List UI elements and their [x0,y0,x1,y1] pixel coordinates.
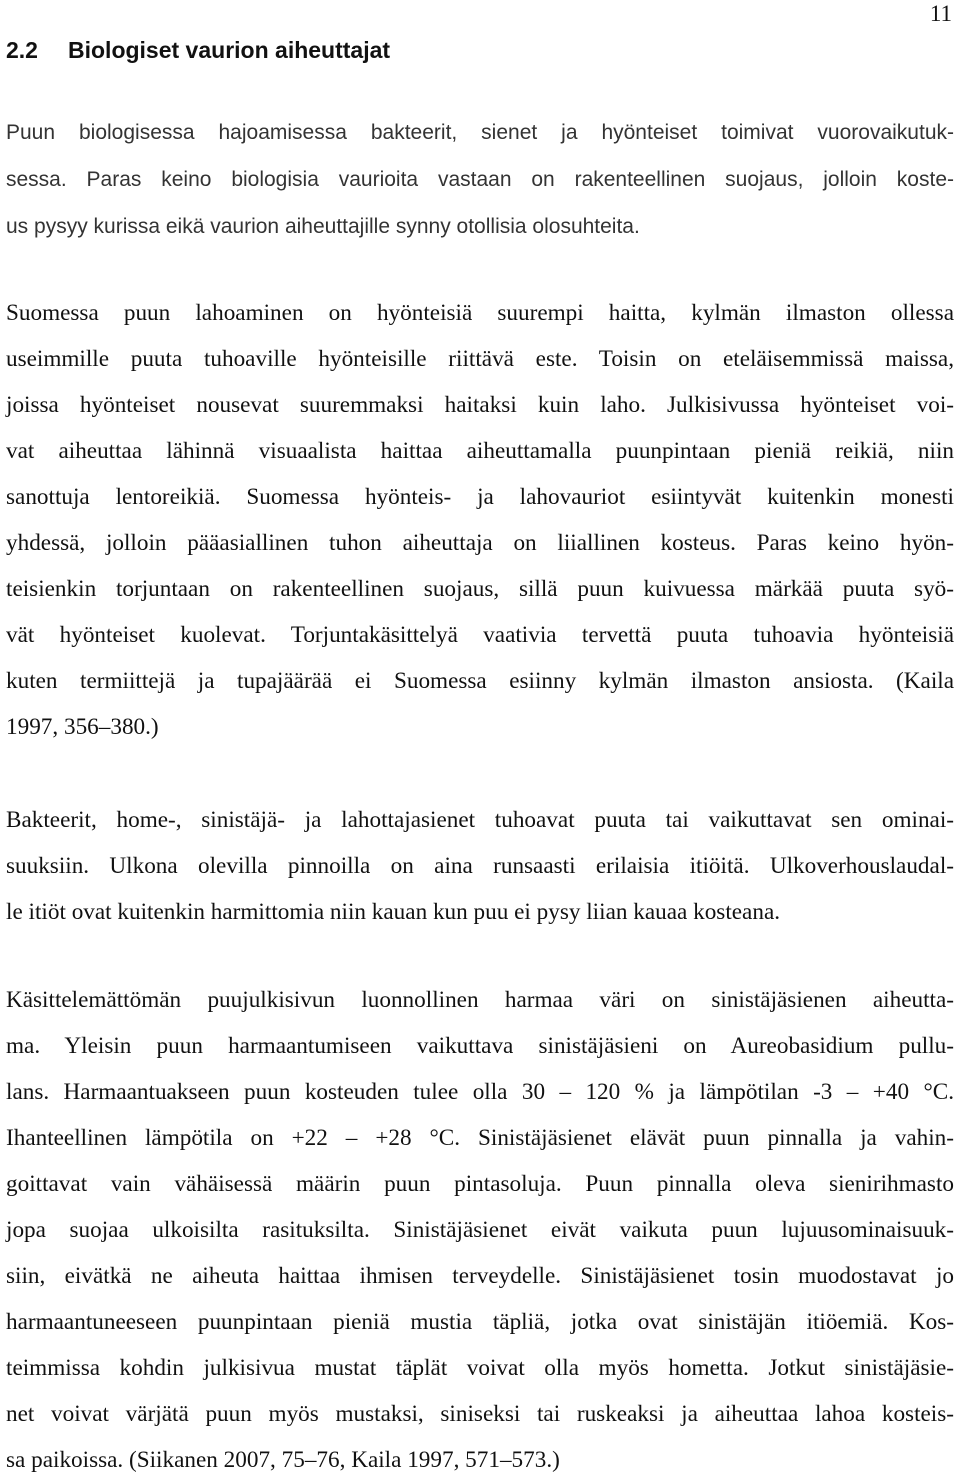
paragraph-line: siin, eivätkä ne aiheuta haittaa ihmisen terveydelle. Sinistäjäsienet tosin muodostavat jo [6,1263,954,1289]
section-number: 2.2 [6,37,38,63]
paragraph-line: le itiöt ovat kuitenkin harmittomia niin kauan kun puu ei pysy liian kauaa kosteana. [6,899,781,925]
paragraph-insects [6,290,954,750]
section-title: Biologiset vaurion aiheuttajat [68,37,391,63]
paragraph-line: teimmissa kohdin julkisivua mustat täplät voivat olla myös hometta. Jotkut sinistäjäsie- [6,1355,954,1381]
paragraph-line: Ihanteellinen lämpötila on +22 – +28 °C. Sinistäjäsienet elävät puun pinnalla ja vahin- [6,1125,954,1151]
paragraph-blue-stain [6,977,954,1483]
paragraph-line: Puun biologisessa hajoamisessa bakteerit, sienet ja hyönteiset toimivat vuorovaikutuk- [6,121,954,144]
paragraph-line: suuksiin. Ulkona olevilla pinnoilla on aina runsaasti erilaisia itiöitä. Ulkoverhouslaudal- [6,853,954,879]
paragraph-line: 1997, 356–380.) [6,714,159,740]
paragraph-line: goittavat vain vähäisessä määrin puun pintasoluja. Puun pinnalla oleva sienirihmasto [6,1171,954,1197]
paragraph-fungi [6,797,954,935]
paragraph-line: joissa hyönteiset nousevat suuremmaksi haitaksi kuin laho. Julkisivussa hyönteiset voi- [6,392,954,418]
paragraph-line: vat aiheuttaa lähinnä visuaalista haittaa aiheuttamalla puunpintaan pieniä reikiä, niin [6,438,954,464]
page-number: 11 [929,1,952,26]
paragraph-line: Suomessa puun lahoaminen on hyönteisiä suurempi haitta, kylmän ilmaston ollessa [6,300,954,326]
paragraph-line: yhdessä, jolloin pääasiallinen tuhon aiheuttaja on liiallinen kosteus. Paras keino hyön- [6,530,954,556]
paragraph-line: useimmille puuta tuhoaville hyönteisille riittävä este. Toisin on eteläisemmissä maissa, [6,346,954,372]
paragraph-line: sanottuja lentoreikiä. Suomessa hyönteis- ja lahovauriot esiintyvät kuitenkin monesti [6,484,954,510]
section-heading [6,36,390,64]
paragraph-line: net voivat värjätä puun myös mustaksi, siniseksi tai ruskeaksi ja aiheuttaa lahoa kosteis- [6,1401,954,1427]
paragraph-intro [6,109,954,250]
paragraph-line: vät hyönteiset kuolevat. Torjuntakäsittelyä vaativia tervettä puuta tuhoavia hyönteisiä [6,622,954,648]
paragraph-line: sa paikoissa. (Siikanen 2007, 75–76, Kaila 1997, 571–573.) [6,1447,560,1473]
paragraph-line: kuten termiittejä ja tupajäärää ei Suomessa esiinny kylmän ilmaston ansiosta. (Kaila [6,668,954,694]
paragraph-line: harmaantuneeseen puunpintaan pieniä mustia täpliä, jotka ovat sinistäjän itiöemiä. Kos- [6,1309,954,1335]
paragraph-line: lans. Harmaantuakseen puun kosteuden tulee olla 30 – 120 % ja lämpötilan -3 – +40 °C. [6,1079,954,1105]
paragraph-line: ma. Yleisin puun harmaantumiseen vaikuttava sinistäjäsieni on Aureobasidium pullu- [6,1033,954,1059]
paragraph-line: teisienkin torjuntaan on rakenteellinen suojaus, sillä puun kuivuessa märkää puuta syö- [6,576,954,602]
paragraph-line: jopa suojaa ulkoisilta rasituksilta. Sinistäjäsienet eivät vaikuta puun lujuusominaisuuk- [6,1217,954,1243]
paragraph-line: Bakteerit, home-, sinistäjä- ja lahottajasienet tuhoavat puuta tai vaikuttavat sen ominai- [6,807,954,833]
paragraph-line: sessa. Paras keino biologisia vaurioita vastaan on rakenteellinen suojaus, jolloin koste- [6,168,954,191]
paragraph-line: us pysyy kurissa eikä vaurion aiheuttajille synny otollisia olosuhteita. [6,215,640,238]
paragraph-line: Käsittelemättömän puujulkisivun luonnollinen harmaa väri on sinistäjäsienen aiheutta- [6,987,954,1013]
